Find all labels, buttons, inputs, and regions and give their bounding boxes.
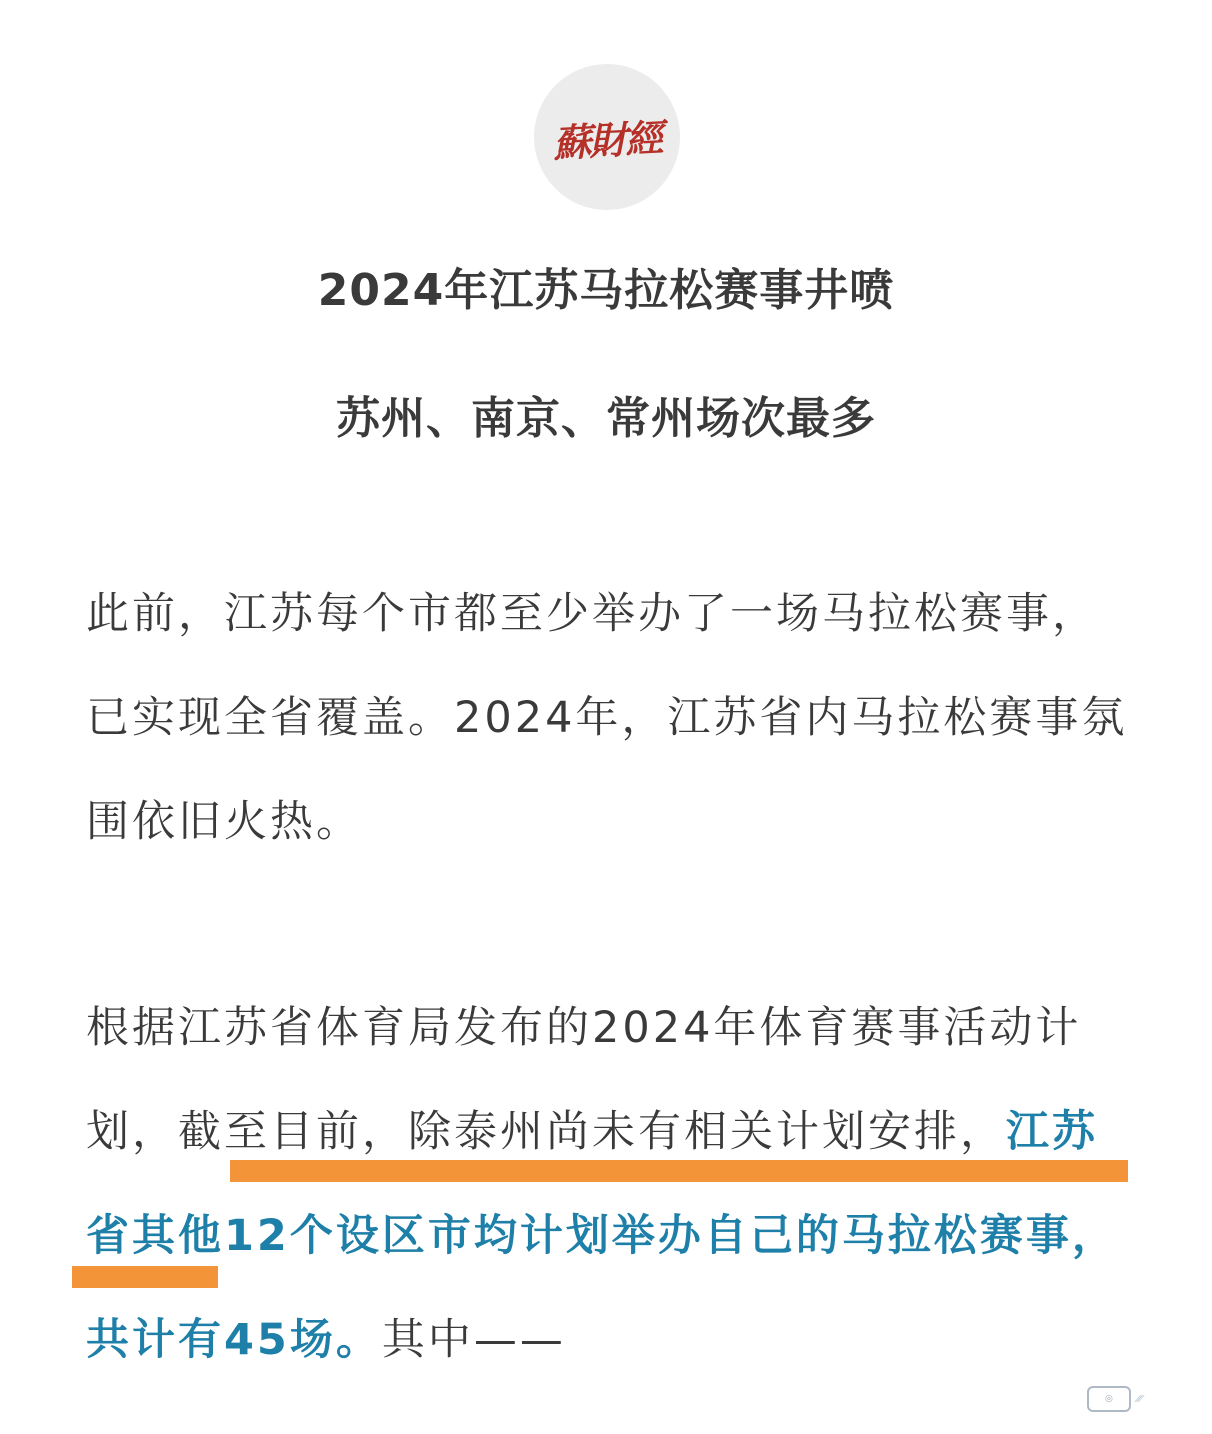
brand-logo-text: 蘇財經 (552, 114, 663, 166)
paragraph-plan-underlined: 截至目前，除泰州尚未有相关计划安排， (178, 1107, 1006, 1157)
paragraph-plan (86, 976, 1130, 1392)
paragraph-plan-highlight: 江苏省其他12个设区市均计划举办自己的马拉松赛事，共计有45场。 (86, 1107, 1118, 1365)
watermark-text: ⁄⁄⁄ (1136, 1393, 1142, 1405)
headline-line-2: 苏州、南京、常州场次最多 (336, 393, 876, 444)
paragraph-plan-intro: 根据江苏省体育局发布的2024年体育赛事活动计划， (86, 1003, 1082, 1157)
brand-logo (534, 64, 680, 210)
watermark-badge-icon: ◎ (1087, 1386, 1131, 1412)
watermark (1087, 1386, 1142, 1412)
paragraph-intro: 此前，江苏每个市都至少举办了一场马拉松赛事，已实现全省覆盖。2024年，江苏省内马拉松赛事氛围依旧火热。 (86, 589, 1128, 847)
paragraph-plan-tail: 其中—— (381, 1315, 566, 1365)
headline-line-1: 2024年江苏马拉松赛事井喷 (317, 265, 895, 316)
